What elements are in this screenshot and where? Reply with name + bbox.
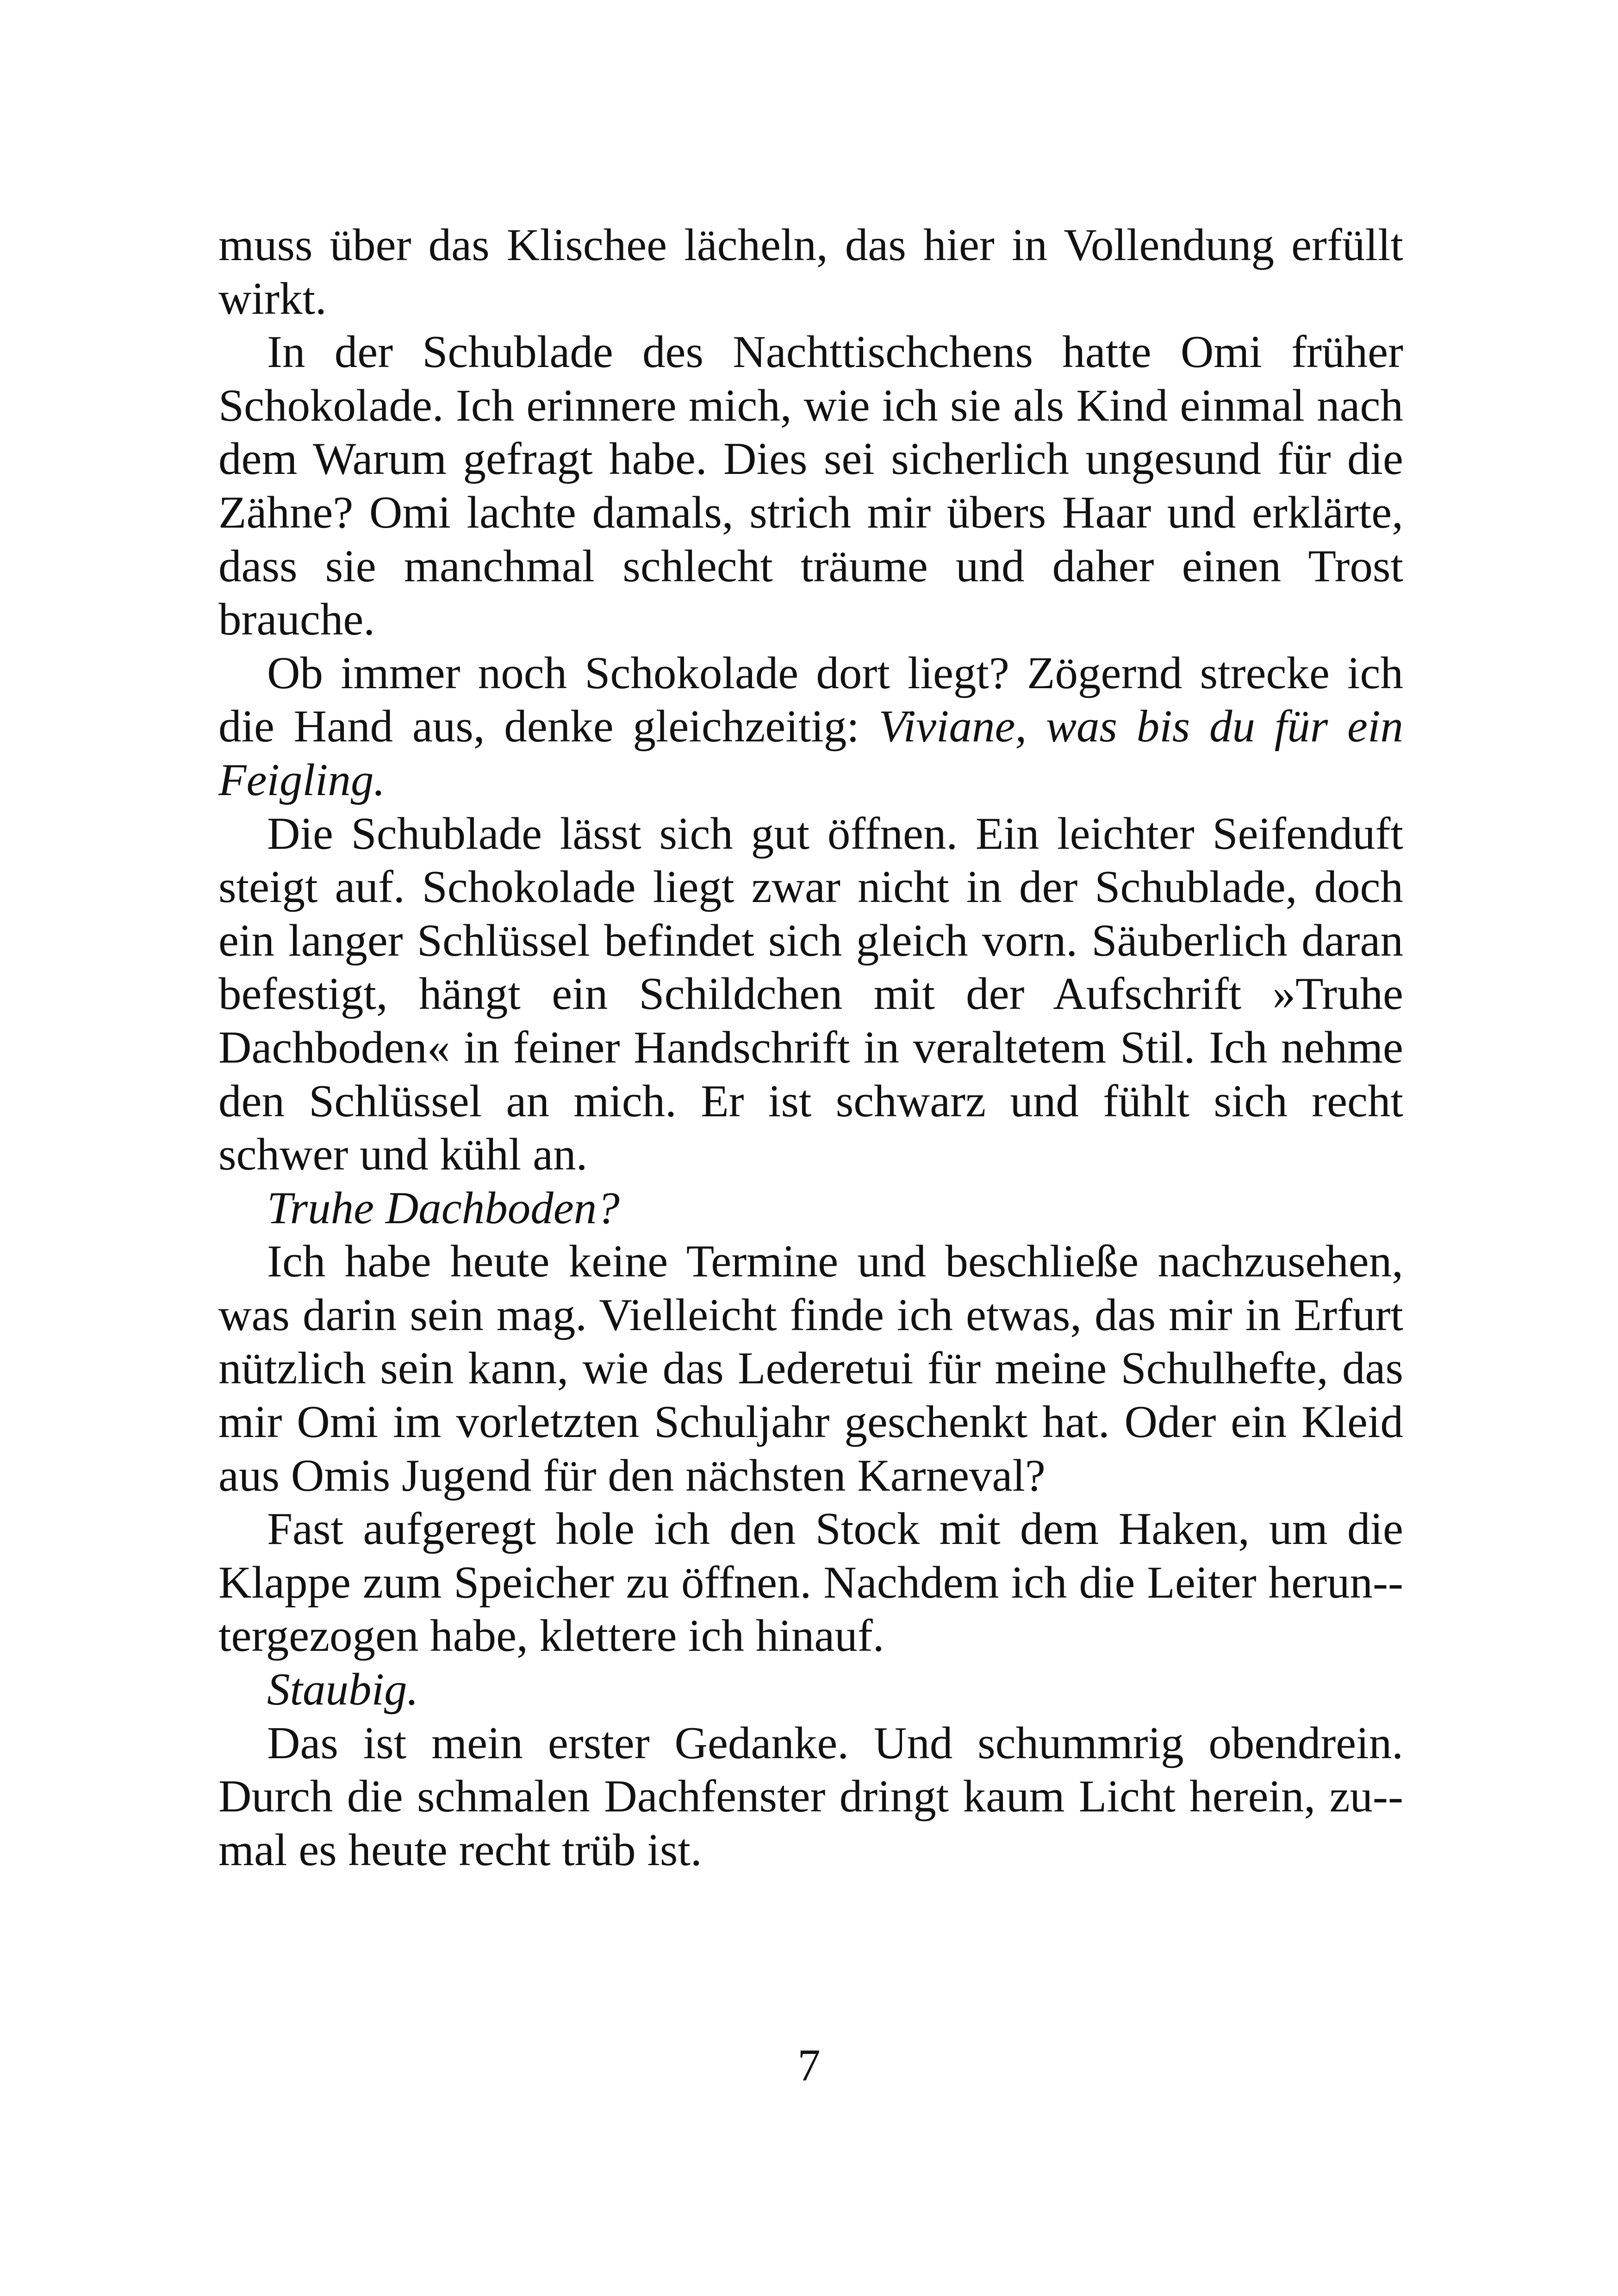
body-text bbox=[218, 218, 1403, 1877]
paragraph-continuation bbox=[218, 218, 1403, 325]
paragraph-text: Die Schublade lässt sich gut öffnen. Ein leichter Seifenduft steigt auf. Schokolade liegt zwar nicht in der Schublade, doch ein langer Schlüssel befindet sich gleich vorn. Säuberlich daran befestigt, hängt ein Schildchen mit der Aufschrift »Truhe Dachboden« in feiner Handschrift in veraltetem Stil. Ich nehme den Schlüssel an mich. Er ist schwarz und fühlt sich recht schwer und kühl an. bbox=[218, 808, 1403, 1180]
paragraph-text: Ich habe heute keine Termine und beschließe nachzusehen, was darin sein mag. Vielleicht finde ich etwas, das mir in Erfurt nützlich sein kann, wie das Lederetui für meine Schulhefte, das mir Omi im vorletzten Schuljahr geschenkt hat. Oder ein Kleid aus Omis Jugend für den nächsten Karneval? bbox=[218, 1236, 1403, 1501]
paragraph-erster-gedanke bbox=[218, 1717, 1403, 1877]
paragraph-text: Das ist mein erster Gedanke. Und schummrig obendrein. Durch die schmalen Dachfenster dringt kaum Licht herein, zu-mal es heute recht trüb ist. bbox=[218, 1717, 1403, 1875]
paragraph-schublade-schokolade bbox=[218, 325, 1403, 647]
paragraph-termine bbox=[218, 1235, 1403, 1502]
paragraph-speicher bbox=[218, 1502, 1403, 1663]
page-number: 7 bbox=[797, 2040, 821, 2091]
paragraph-text: In der Schublade des Nachttischchens hatte Omi früher Schokolade. Ich erinnere mich, wie ich sie als Kind einmal nach dem Warum gefragt habe. Dies sei sicherlich ungesund für die Zähne? Omi lachte damals, strich mir übers Haar und erklärte, dass sie manchmal schlecht träume und daher einen Trost brauche. bbox=[218, 327, 1403, 645]
paragraph-zoegernd bbox=[218, 647, 1403, 807]
italic-thought: Truhe Dachboden? bbox=[267, 1182, 620, 1233]
paragraph-text: Ob immer noch Schokolade dort liegt? Zögernd strecke ich die Hand aus, denke gleichzeitig: bbox=[218, 647, 1403, 752]
paragraph-text: muss über das Klischee lächeln, das hier in Vollendung erfüllt wirkt. bbox=[218, 220, 1403, 324]
italic-thought: Staubig. bbox=[267, 1664, 419, 1715]
paragraph-staubig bbox=[218, 1663, 1403, 1717]
italic-thought: Viviane, was bis du für ein Feigling. bbox=[218, 701, 1403, 805]
paragraph-schluessel bbox=[218, 807, 1403, 1182]
paragraph-truhe-dachboden bbox=[218, 1182, 1403, 1235]
paragraph-text: Fast aufgeregt hole ich den Stock mit dem Haken, um die Klappe zum Speicher zu öffnen. Nachdem ich die Leiter herun-tergezogen habe, klettere ich hinauf. bbox=[218, 1504, 1403, 1661]
